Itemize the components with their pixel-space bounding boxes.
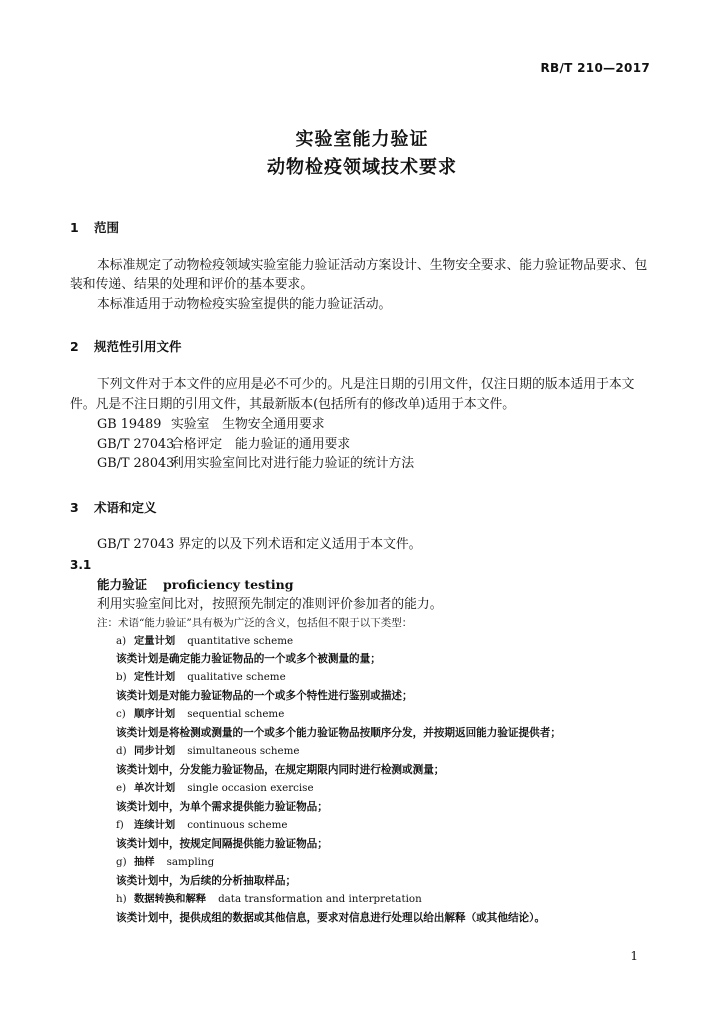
note: 注：术语“能力验证”具有极为广泛的含义，包括但不限于以下类型： [97,617,413,629]
item-term-zh: 单次计划 [134,782,176,794]
list-item [116,855,214,869]
reference-item [97,454,414,473]
document-title-line2: 动物检疫领域技术要求 [267,157,457,178]
standard-number: RB/T 210—2017 [540,61,650,75]
item-label: f) [116,819,124,831]
term-english: proficiency testing [163,577,294,592]
section-3-heading [70,498,157,516]
paragraph: GB/T 27043 界定的以及下列术语和定义适用于本文件。 [97,537,422,552]
section-number: 2 [70,339,79,354]
section-title: 范围 [94,220,120,235]
item-term-en: sequential scheme [187,708,285,720]
section-1-heading [70,218,119,236]
list-item [116,818,288,832]
item-term-en: continuous scheme [187,819,288,831]
item-label: g) [116,856,127,868]
reference-item [97,435,350,454]
item-term-en: qualitative scheme [187,671,286,683]
item-term-zh: 顺序计划 [134,708,176,720]
item-term-zh: 数据转换和解释 [134,893,207,905]
document-title-line1: 实验室能力验证 [295,129,429,150]
item-label: a) [116,635,127,647]
reference-code: GB/T 28043 [97,456,175,471]
list-item [116,634,293,648]
paragraph: 装和传递、结果的处理和评价的基本要求。 [70,277,314,292]
item-term-zh: 同步计划 [134,745,176,757]
item-description: 该类计划是将检测或测量的一个或多个能力验证物品按顺序分发，并按期返回能力验证提供者； [116,727,561,739]
section-title: 规范性引用文件 [94,339,182,354]
item-term-en: sampling [166,856,215,868]
reference-title: 利用实验室间比对进行能力验证的统计方法 [171,456,415,471]
list-item [116,781,314,795]
item-term-zh: 连续计划 [134,819,176,831]
item-term-zh: 定性计划 [134,671,176,683]
reference-title: 实验室 生物安全通用要求 [171,417,325,432]
item-description: 该类计划是确定能力验证物品的一个或多个被测量的量； [116,653,381,665]
item-term-en: data transformation and interpretation [218,893,422,905]
item-description: 该类计划是对能力验证物品的一个或多个特性进行鉴别或描述； [116,690,413,702]
list-item [116,670,286,684]
reference-item [97,415,325,434]
item-description: 该类计划中，按规定间隔提供能力验证物品； [116,838,328,850]
item-description: 该类计划中，提供成组的数据或其他信息，要求对信息进行处理以给出解释（或其他结论）。 [116,912,546,924]
reference-code: GB 19489 [97,417,162,432]
reference-title: 合格评定 能力验证的通用要求 [171,437,351,452]
term-definition: 利用实验室间比对，按照预先制定的准则评价参加者的能力。 [97,597,443,612]
list-item [116,744,299,758]
item-label: c) [116,708,126,720]
paragraph: 下列文件对于本文件的应用是必不可少的。凡是注日期的引用文件，仅注日期的版本适用于本文 [97,377,635,392]
item-label: e) [116,782,127,794]
term-entry [97,575,294,593]
section-2-heading [70,337,182,355]
list-item [116,892,422,906]
item-description: 该类计划中，分发能力验证物品，在规定期限内同时进行检测或测量； [116,764,445,776]
clause-number: 3.1 [70,558,92,572]
item-term-en: single occasion exercise [187,782,314,794]
section-number: 3 [70,500,79,515]
item-description: 该类计划中，为单个需求提供能力验证物品； [116,801,328,813]
item-label: d) [116,745,127,757]
item-term-en: quantitative scheme [187,635,294,647]
item-label: b) [116,671,127,683]
term-chinese: 能力验证 [97,577,148,592]
paragraph: 本标准适用于动物检疫实验室提供的能力验证活动。 [97,297,392,312]
item-term-zh: 定量计划 [134,635,176,647]
section-title: 术语和定义 [94,500,157,515]
item-description: 该类计划中，为后续的分析抽取样品； [116,875,297,887]
reference-code: GB/T 27043 [97,437,175,452]
item-term-zh: 抽样 [134,856,155,868]
page-number: 1 [630,949,638,963]
list-item [116,707,284,721]
paragraph: 本标准规定了动物检疫领域实验室能力验证活动方案设计、生物安全要求、能力验证物品要求、包 [97,258,648,273]
item-label: h) [116,893,127,905]
section-number: 1 [70,220,79,235]
item-term-en: simultaneous scheme [187,745,300,757]
paragraph: 件。凡是不注日期的引用文件，其最新版本(包括所有的修改单)适用于本文件。 [70,397,516,412]
